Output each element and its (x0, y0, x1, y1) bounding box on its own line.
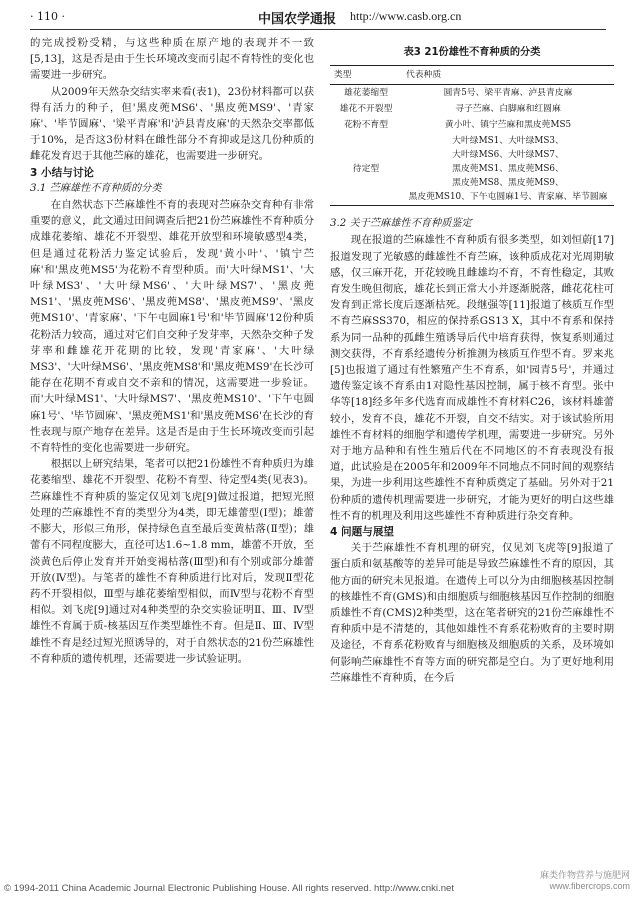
section-heading-3: 3 小结与讨论 (30, 166, 95, 179)
germplasm-line: 黑皮蔸MS10、下午屯圆麻1号、青家麻、毕节圆麻 (408, 192, 608, 203)
page-number: · 110 · (30, 10, 65, 23)
left-column (30, 35, 314, 667)
table-3-title: 表3 21份雄性不育种质的分类 (403, 47, 541, 58)
table-cell-germplasm: 寻子苎麻、白脚麻和红圆麻 (455, 104, 561, 115)
germplasm-line: 大叶绿MS6、大叶绿MS7、 (452, 150, 564, 161)
table-row (330, 85, 614, 102)
section-heading-4: 4 问题与展望 (330, 526, 395, 539)
table-cell-germplasm (402, 133, 614, 206)
watermark-site-name: 麻类作物营养与施肥网 (539, 870, 630, 880)
subsection-heading-3-2: 3.2 关于苎麻雄性不育种质鉴定 (330, 218, 472, 230)
header-rule (30, 29, 606, 30)
table-cell-germplasm: 圆青5号、梁平青麻、泸县青皮麻 (443, 88, 573, 99)
table-cell-type: 花粉不育型 (344, 120, 388, 131)
paragraph-continued: 的完成授粉受精，与这些种质在原产地的表现并不一致[5,13]，这是否是由于生长环境改变而引起不育特性的变化也需要进一步研究。 (30, 37, 314, 82)
germplasm-line: 黑皮蔸MS1、黑皮蔸MS6、 (452, 164, 564, 175)
copyright-notice: © 1994-2011 China Academic Journal Electronic Publishing House. All rights reserved. http://www.cnki.net (4, 883, 455, 894)
watermark-url: www.fibercrops.com (549, 881, 630, 891)
watermark (540, 870, 630, 892)
table-cell-germplasm: 黄小叶、镇宁苎麻和黑皮蔸MS5 (444, 120, 572, 131)
table-row (330, 117, 614, 133)
germplasm-line: 黑皮蔸MS8、黑皮蔸MS9、 (452, 178, 564, 189)
journal-url[interactable]: http://www.casb.org.cn (350, 9, 462, 23)
table-cell-type: 雄花不开裂型 (339, 104, 393, 115)
paragraph-mechanism: 关于苎麻雄性不育机理的研究，仅见刘飞虎等[9]报道了蛋白质和氨基酸等的差异可能是导致苎麻雄性不育的原因，其他方面的研究未见报道。在遗传上可以分为由细胞核基因控制的核雄性不育(GMS)和由细胞质与细胞核基因互作控制的细胞质雄性不育(CMS)2种类型，这在笔者研究的21份苎麻雄性不育种质中是不清楚的，其他如雄性不育系花粉败育的主要时期及途径，不育系花粉败育与细胞核及细胞质的关系，及环境如何影响苎麻雄性不育等方面的研究都是空白。为了更好地利用苎麻雄性不育种质，在今后 (330, 542, 614, 684)
paragraph-classification: 根据以上研究结果，笔者可以把21份雄性不育种质归为雄花萎缩型、雄花不开裂型、花粉不育型、待定型4类(见表3)。苎麻雄性不育种质的鉴定仅见刘飞虎[9]做过报道，把短光照处理的苎麻雄性不育的类型分为4类，即无雄蕾型(Ⅰ型)；雄蕾不膨大，形似三角形，保持绿色直至最后变黄枯落(Ⅱ型)；雄蕾有不同程度膨大，直径可达1.6~1.8 mm，雄蕾不开放，至淡黄色后停止发育并开始变褐枯落(Ⅲ型)和有个别或部分雄蕾开放(Ⅳ型)。与笔者的雄性不育种质进行比对后，发现Ⅱ型花药不开裂相似，Ⅲ型与雄花萎缩型相似，而Ⅳ型与花粉不育型相似。刘飞虎[9]通过对4种类型的杂交实验证明Ⅱ、Ⅲ、Ⅳ型雄性不育属于质-核基因互作类型雄性不育。但是Ⅱ、Ⅲ、Ⅳ型雄性不育是经过短光照诱导的，对于自然状态的21份苎麻雄性不育种质的遗传机理，还需要进一步试验证明。 (30, 458, 314, 665)
journal-name: 中国农学通报 (258, 12, 337, 27)
table-cell-type: 雄花萎缩型 (344, 88, 388, 99)
paragraph-2009-crossing: 从2009年天然杂交结实率来看(表1)，23份材料都可以获得有活力的种子，但'黑皮蔸MS6'、'黑皮蔸MS9'、'青家麻'、'毕节圆麻'、'梁平青麻'和'泸县青皮麻'的天然杂交率都低于10%，是否这3份材料在雌性部分不育抑或是这几份种质的雌花发育迟于其他苎麻的雄花，也需要进一步研究。 (30, 85, 314, 163)
page-footer (0, 870, 636, 898)
table-row (330, 101, 614, 117)
table-header-row (330, 66, 614, 85)
table-header-type: 类型 (330, 66, 402, 85)
subsection-heading-3-1: 3.1 苎麻雄性不育种质的分类 (30, 182, 162, 194)
paragraph-natural-state: 在自然状态下苎麻雄性不育的表现对苎麻杂交育种有非常重要的意义，此文通过田间调查后把21份苎麻雄性不育种质分成雄花萎缩、雄花不开裂型、雄花开放型和环境敏感型4类，但是通过花粉活力鉴定试验后，发现'黄小叶'、'镇宁苎麻'和'黑皮蔸MS5'为花粉不育型种质。而'大叶绿MS1'、'大叶绿MS3'、'大叶绿MS6'、'大叶绿MS7'、'黑皮蔸MS1'、'黑皮蔸MS6'、'黑皮蔸MS8'、'黑皮蔸MS9'、'黑皮蔸MS10'、'青家麻'、'下午屯圆麻1号'和'毕节圆麻'12份种质花粉活力较高，通过对它们自交种子发芽率，天然杂交种子发芽率和雌雄花开花期的比较，发现'青家麻'、'大叶绿MS3'、'大叶绿MS6'、'黑皮蔸MS8'和'黑皮蔸MS9'在长沙可能存在花期不育或自交不亲和的情况，这需要进一步验证。而'大叶绿MS1'、'大叶绿MS7'、'黑皮蔸MS10'、'下午屯圆麻1号'、'毕节圆麻'、'黑皮蔸MS1'和'黑皮蔸MS6'在长沙的育性表现与原产地存在差异。这是否是由于生长环境改变而引起不育特性的变化也需要进一步研究。 (30, 199, 314, 455)
table-cell-type: 待定型 (330, 133, 402, 206)
right-column (330, 35, 614, 686)
germplasm-line: 大叶绿MS1、大叶绿MS3、 (452, 136, 564, 147)
page-header (30, 6, 606, 28)
table-3 (330, 65, 614, 206)
paragraph-reported-types: 现在报道的苎麻雄性不育种质有很多类型，如刘恒蔚[17]报道发现了光敏感的雌雄性不育苎麻，该种质成花对光周期敏感，仅三麻开花，开花较晚且雌雄均不育，不育性稳定，其败育发生晚但彻底，雄花长到正常大小并逐渐脱落，雌花花柱可发育到正常长度后逐渐枯死。段继强等[11]报道了核质互作型不育苎麻SS370，相应的保持系GS13 X，其中不育系和保持系为同一品种的孤雌生殖诱导后代中培育获得，恢复系则通过测交获得，不育系经遗传分析推测为核质互作型不育。罗来兆[5]也报道了通过有性繁殖产生不育系，如'园青5号'，并通过遗传鉴定该不育系由1对隐性基因控制，属于核不育型。张中华等[18]经多年多代选育而成雄性不育材料C26，该材料雄蕾较小，发育不良，雄花不开裂，自交不结实。对于该试验所用雄性不育材料的细胞学和遗传学机理，需要进一步研究。另外对于地方品种和有性生殖后代在不同地区的不育表现没有报道，此试验是在2005年和2009年不同地点不同时间的观察结果，为进一步利用这些雄性不育种质奠定了基础。另外对于21份种质的遗传机理需要进一步研究，才能为更好的明白这些雄性不育的机理及利用这些雄性不育种质进行杂交育种。 (330, 234, 614, 522)
table-header-representative: 代表种质 (402, 66, 614, 85)
table-row (330, 133, 614, 206)
